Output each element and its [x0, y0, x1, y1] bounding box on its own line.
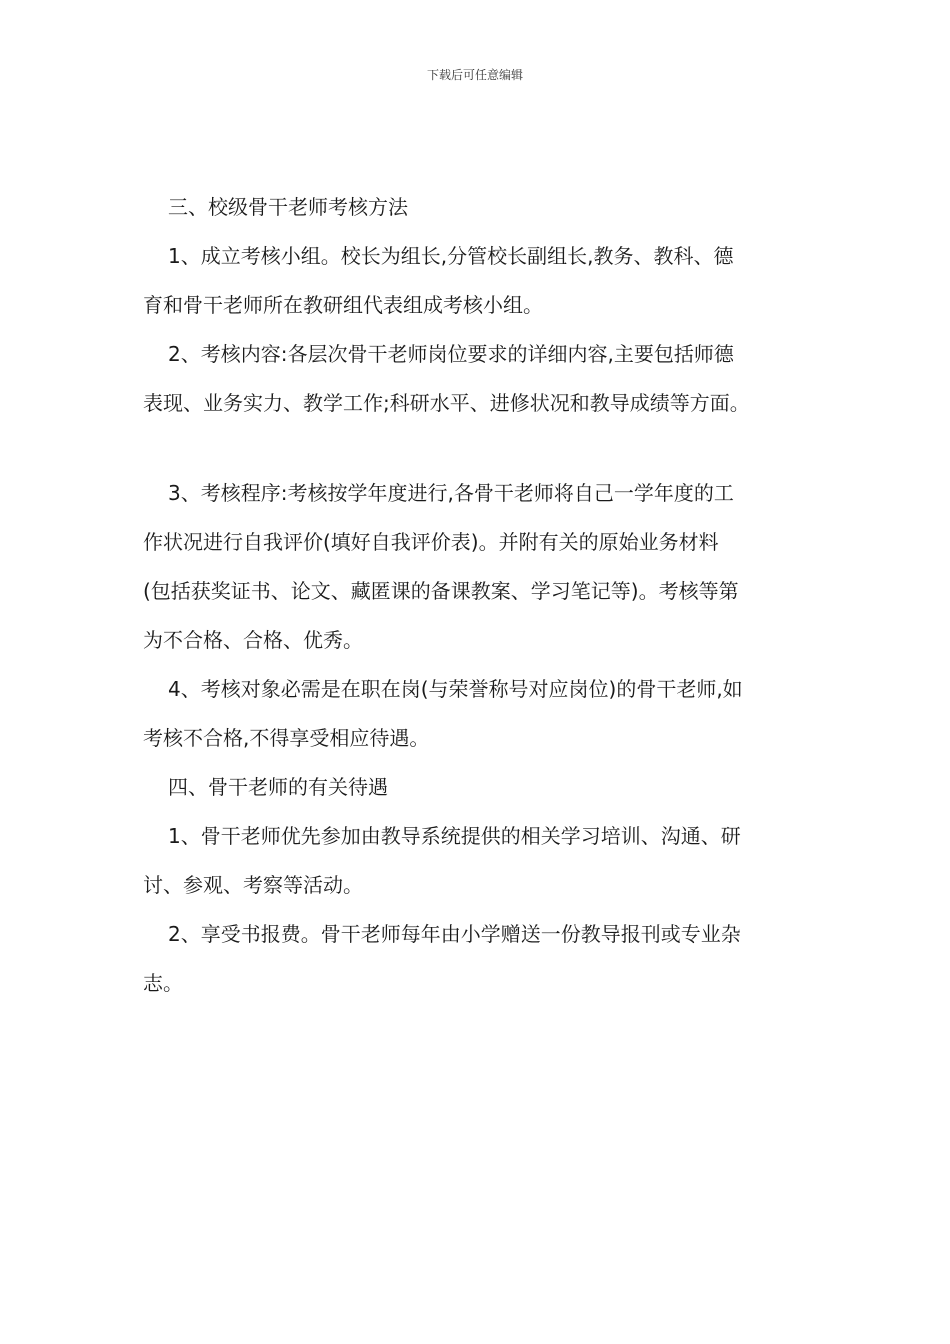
paragraph-4-1-line-1: 1、骨干老师优先参加由教导系统提供的相关学习培训、沟通、研 — [168, 824, 741, 848]
section-heading-4 — [143, 763, 815, 812]
section-heading-3 — [143, 183, 815, 232]
paragraph-3-3 — [143, 469, 815, 665]
paragraph-3-4 — [143, 665, 815, 763]
paragraph-3-2-line-2: 表现、业务实力、教学工作;科研水平、进修状况和教导成绩等方面。 — [143, 391, 750, 415]
paragraph-4-1 — [143, 812, 815, 910]
paragraph-3-1-line-1: 1、成立考核小组。校长为组长,分管校长副组长,教务、教科、德 — [168, 244, 734, 268]
section-heading-4-text: 四、骨干老师的有关待遇 — [168, 775, 388, 799]
paragraph-4-2 — [143, 910, 815, 1008]
paragraph-4-1-line-2: 讨、参观、考察等活动。 — [143, 873, 363, 897]
document-body — [143, 183, 815, 1008]
paragraph-3-3-line-1: 3、考核程序:考核按学年度进行,各骨干老师将自己一学年度的工 — [168, 481, 734, 505]
paragraph-3-1-line-2: 育和骨干老师所在教研组代表组成考核小组。 — [143, 293, 543, 317]
paragraph-3-3-line-2: 作状况进行自我评价(填好自我评价表)。并附有关的原始业务材料 — [143, 530, 719, 554]
paragraph-3-3-line-4: 为不合格、合格、优秀。 — [143, 628, 363, 652]
paragraph-3-3-line-3: (包括获奖证书、论文、藏匿课的备课教案、学习笔记等)。考核等第 — [143, 579, 739, 603]
page-header: 下载后可任意编辑 — [426, 68, 523, 82]
paragraph-4-2-line-1: 2、享受书报费。骨干老师每年由小学赠送一份教导报刊或专业杂 — [168, 922, 741, 946]
paragraph-3-1 — [143, 232, 815, 330]
paragraph-3-2 — [143, 330, 815, 428]
paragraph-3-4-line-1: 4、考核对象必需是在职在岗(与荣誉称号对应岗位)的骨干老师,如 — [168, 677, 743, 701]
section-heading-3-text: 三、校级骨干老师考核方法 — [168, 195, 408, 219]
paragraph-3-2-line-1: 2、考核内容:各层次骨干老师岗位要求的详细内容,主要包括师德 — [168, 342, 734, 366]
paragraph-4-2-line-2: 志。 — [143, 971, 183, 995]
paragraph-3-4-line-2: 考核不合格,不得享受相应待遇。 — [143, 726, 430, 750]
